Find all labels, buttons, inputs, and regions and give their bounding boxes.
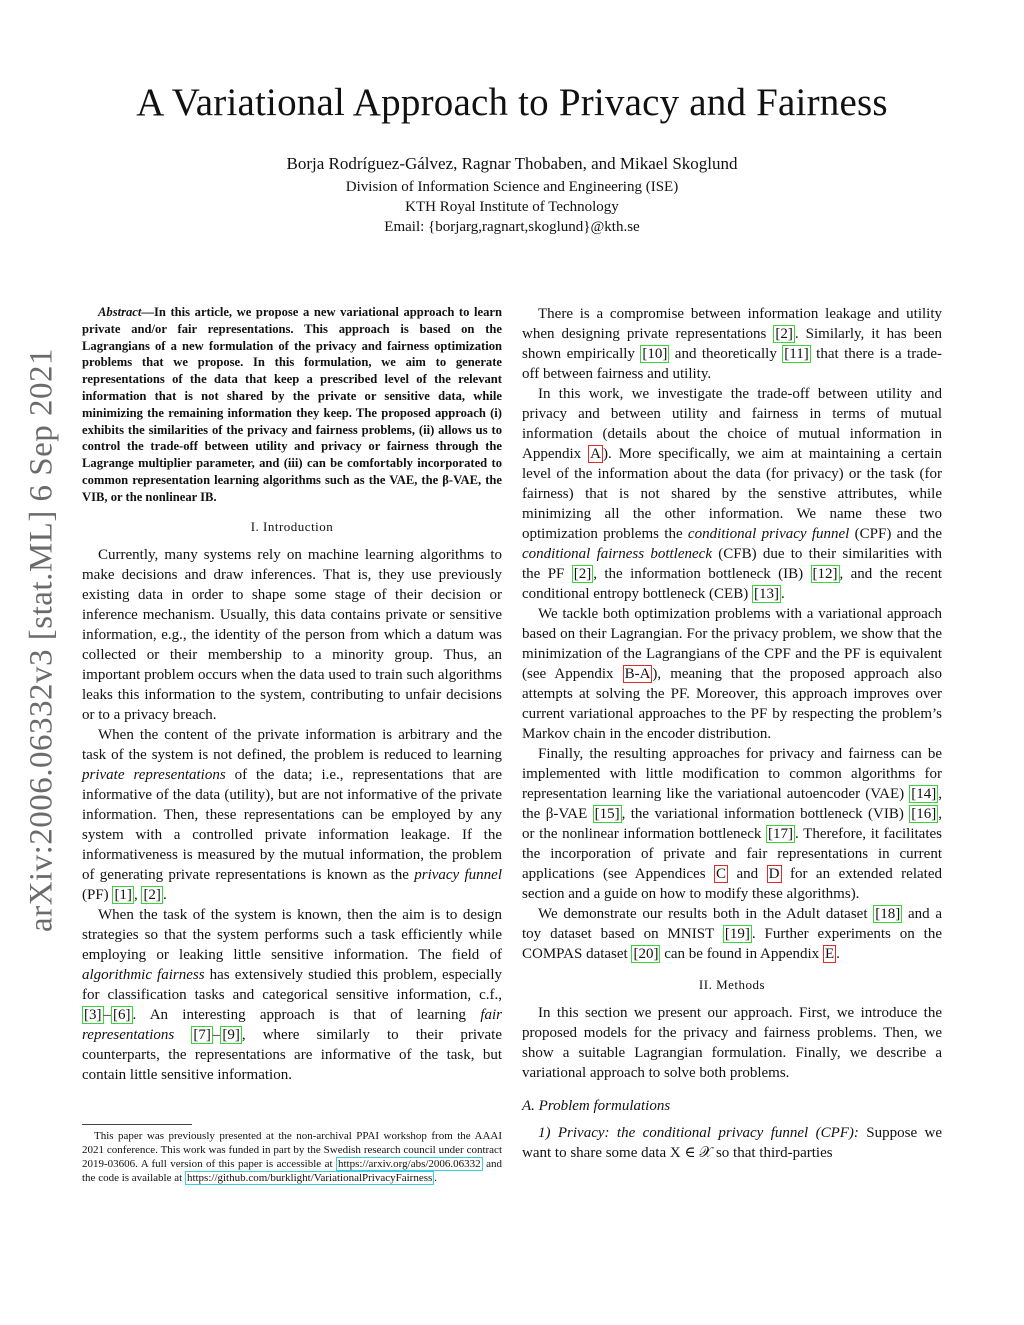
author-block [0,154,1024,237]
intro-paragraph-3: When the task of the system is known, then the aim is to design strategies so that the system performs such a task efficiently while employing or leaking little sensitive information. The field of algorithmic fairness has extensively studied this problem, especially for classification tasks and categorical sensitive information, c.f., [3] – [6] . An interesting approach is that of learning fair representations [7] – [9] , where similarly to their private counterparts, the representations are informative of the task, but contain little sensitive information. [82,906,502,1083]
citation-link[interactable]: [16] [911,806,937,822]
citation-link[interactable]: [18] [875,906,901,922]
citation-link[interactable]: [19] [724,926,750,942]
cpf-paragraph: 1) Privacy: the conditional privacy funnel (CPF): Suppose we want to share some data X ∈ 𝒳 so that third-parties [522,1125,942,1161]
arxiv-url-link[interactable]: https://arxiv.org/abs/2006.06332 [337,1158,481,1170]
citation-link[interactable]: [7] [193,1026,211,1043]
right-paragraph-5: We demonstrate our results both in the Adult dataset [18] and a toy dataset based on MNIST [19] . Further experiments on the COMPAS dataset [20] can be found in Appendix E . [522,906,942,962]
intro-heading: I. Introduction [250,518,334,534]
affiliation-1: Division of Information Science and Engineering (ISE) [345,179,679,195]
footnote-rule [82,1124,192,1125]
citation-link[interactable]: [17] [768,826,794,842]
citation-link[interactable]: [13] [753,586,779,602]
citation-link[interactable]: [12] [812,566,838,582]
citation-link[interactable]: [2] [775,326,793,342]
citation-link[interactable]: [14] [911,786,937,802]
citation-link[interactable]: [2] [573,566,592,582]
appendix-link[interactable]: B-A [624,666,651,682]
citation-link[interactable]: [15] [594,806,620,822]
left-column [82,304,502,1085]
citation-link[interactable]: [11] [784,346,809,362]
citation-link[interactable]: [3] [84,1006,102,1023]
cpf-heading: 1) Privacy: the conditional privacy funnel (CPF): [538,1125,859,1141]
affiliation-2: KTH Royal Institute of Technology [405,199,619,215]
citation-link[interactable]: [10] [642,346,668,362]
appendix-link[interactable]: D [768,866,780,882]
citation-link[interactable]: [6] [113,1006,131,1023]
paper-title: A Variational Approach to Privacy and Fairness [136,81,888,124]
appendix-link[interactable]: C [716,866,727,882]
right-paragraph-3: We tackle both optimization problems with a variational approach based on their Lagrangian. For the privacy problem, we show that the minimization of the Lagrangians of the CPF and the PF is equivalent (see Appendix B-A ), meaning that the proposed approach also attempts at solving the PF. Moreover, this approach improves over current variational approaches to the PF by respecting the problem’s Markov chain in the encoder distribution. [522,606,942,742]
intro-paragraph-1: Currently, many systems rely on machine learning algorithms to make decisions and draw inferences. That is, they use previously existing data in order to shape some stage of their decision or inference mechanism. Usually, this data contains private or sensitive information, e.g., the identity of the person from which a datum was collected or their membership to a minority group. Thus, an important problem occurs when the data used to train such algorithms leaks this information to the system, contributing to unfair decisions or to a privacy breach. [82,546,502,723]
right-paragraph-4: Finally, the resulting approaches for privacy and fairness can be implemented with little modification to common algorithms for representation learning like the variational autoencoder (VAE) [14] , the β-VAE [15] , the variational information bottleneck (VIB) [16] , or the nonlinear information bottleneck [17] . Therefore, it facilitates the incorporation of private and fair representations in current applications (see Appendices C and D for an extended related section and a guide on how to modify these algorithms). [522,746,942,902]
methods-paragraph: In this section we present our approach. First, we introduce the proposed models for the privacy and fairness problems. Then, we show a suitable Lagrangian formulation. Finally, we describe a variational approach to solve both problems. [522,1005,942,1081]
author-email: Email: {borjarg,ragnart,skoglund}@kth.se [384,219,640,235]
appendix-link[interactable]: E [824,946,835,962]
citation-link[interactable]: [1] [114,886,132,903]
abstract [82,304,502,506]
intro-paragraph-2: When the content of the private information is arbitrary and the task of the system is not defined, the problem is reduced to learning private representations of the data; i.e., representations that are informative of the data (utility), but are not informative of the private information. Then, these representations can be employed by any system with a controlled private information leakage. If the informativeness is measured by the mutual information, the problem of generating private representations is known as the privacy funnel (PF) [1] , [2] . [82,726,502,903]
right-paragraph-2: In this work, we investigate the trade-off between utility and privacy and between utility and fairness in terms of mutual information (details about the choice of mutual information in Appendix A ). More specifically, we aim at maintaining a certain level of the information about the data (for privacy) or the task (for fairness) that is not shared by the senstive attributes, while minimizing all the other information. We name these two optimization problems the conditional privacy funnel (CPF) and the conditional fairness bottleneck (CFB) due to their similarities with the PF [2] , the information bottleneck (IB) [12] , and the recent conditional entropy bottleneck (CEB) [13] . [522,386,942,602]
problem-formulations-heading: A. Problem formulations [522,1098,671,1114]
appendix-link[interactable]: A [590,446,601,462]
abstract-label: Abstract [98,305,142,319]
citation-link[interactable]: [20] [633,946,659,962]
citation-link[interactable]: [9] [222,1026,240,1043]
arxiv-identifier: arXiv:2006.06332v3 [stat.ML] 6 Sep 2021 [23,347,60,933]
abstract-text: —In this article, we propose a new variational approach to learn private and/or fair representations. This approach is based on the Lagrangians of a new formulation of the privacy and fairness optimization problems that we propose. In this formulation, we aim to generate representations of the data that keep a prescribed level of the relevant information that is not shared by the private or sensitive data, while minimizing the remaining information they keep. The proposed approach (i) exhibits the similarities of the privacy and fairness problems, (ii) allows us to control the trade-off between utility and privacy or fairness through the Lagrange multiplier parameter, and (iii) can be comfortably incorporated to common representation learning algorithms such as the VAE, the β-VAE, the VIB, or the nonlinear IB. [82,305,502,504]
methods-heading: II. Methods [698,977,766,992]
github-url-link[interactable]: https://github.com/burklight/VariationalPrivacyFairness [186,1172,433,1184]
footnote-block [82,1124,502,1185]
citation-link[interactable]: [2] [143,886,161,903]
right-column [522,304,942,1163]
footnote: This paper was previously presented at the non-archival PPAI workshop from the AAAI 2021 conference. This work was funded in part by the Swedish research council under contract 2019-03606. A full version of this paper is accessible at https://arxiv.org/abs/2006.06332 and the code is available at https://github.com/burklight/VariationalPrivacyFairness . [82,1130,502,1184]
author-names: Borja Rodríguez-Gálvez, Ragnar Thobaben, and Mikael Skoglund [286,154,738,173]
right-paragraph-1: There is a compromise between information leakage and utility when designing private representations [2] . Similarly, it has been shown empirically [10] and theoretically [11] that there is a trade-off between fairness and utility. [522,306,943,382]
arxiv-sidebar [22,320,62,960]
